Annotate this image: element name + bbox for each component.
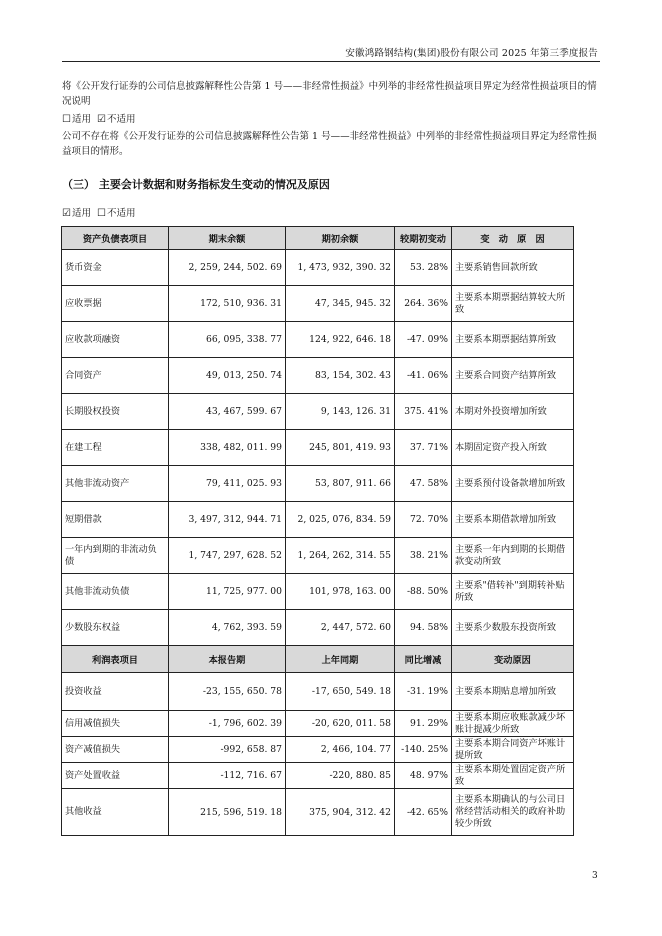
table-row	[62, 466, 574, 502]
row-value-cell: 83, 154, 302. 43	[286, 358, 395, 394]
row-value-cell: -42. 65%	[395, 789, 452, 836]
row-item-cell: 其他收益	[62, 789, 169, 836]
table-row	[62, 763, 574, 789]
nonrecurring-intro: 将《公开发行证券的公司信息披露解释性公告第 1 号——非经常性损益》中列举的非经常性损益项目界定为经常性损益项目的情况说明	[62, 81, 597, 107]
row-item-cell: 其他非流动资产	[62, 466, 169, 502]
table-row	[62, 538, 574, 574]
table-row	[62, 250, 574, 286]
row-value-cell: -112, 716. 67	[169, 763, 286, 789]
row-value-cell: 101, 978, 163. 00	[286, 574, 395, 610]
row-reason-cell: 主要系一年内到期的长期借款变动所致	[452, 538, 574, 574]
nonrecurring-options	[62, 112, 598, 127]
table-row	[62, 394, 574, 430]
table-row	[62, 673, 574, 711]
row-item-cell: 货币资金	[62, 250, 169, 286]
report-header: 安徽鸿路钢结构(集团)股份有限公司 2025 年第三季度报告	[345, 48, 598, 59]
row-item-cell: 应收款项融资	[62, 322, 169, 358]
row-item-cell: 长期股权投资	[62, 394, 169, 430]
row-value-cell: -41. 06%	[395, 358, 452, 394]
row-value-cell: 3, 497, 312, 944. 71	[169, 502, 286, 538]
row-value-cell: 94. 58%	[395, 610, 452, 646]
row-reason-cell: 主要系少数股东投资所致	[452, 610, 574, 646]
option-applicable-label: 适用	[71, 114, 91, 125]
table-row	[62, 737, 574, 763]
row-value-cell: -1, 796, 602. 39	[169, 711, 286, 737]
checkbox-checked-icon: ☑	[62, 208, 71, 219]
row-value-cell: 48. 97%	[395, 763, 452, 789]
column-header: 同比增减	[395, 646, 452, 673]
row-item-cell: 少数股东权益	[62, 610, 169, 646]
row-value-cell: -47. 09%	[395, 322, 452, 358]
row-item-cell: 资产减值损失	[62, 737, 169, 763]
checkbox-checked-icon: ☑	[96, 114, 106, 125]
table-header-row	[62, 646, 574, 673]
row-value-cell: 375, 904, 312. 42	[286, 789, 395, 836]
table-row	[62, 286, 574, 322]
row-reason-cell: 主要系本期票据结算较大所致	[452, 286, 574, 322]
table-header-row	[62, 227, 574, 250]
row-item-cell: 应收票据	[62, 286, 169, 322]
column-header: 上年同期	[286, 646, 395, 673]
table-row	[62, 358, 574, 394]
row-value-cell: 245, 801, 419. 93	[286, 430, 395, 466]
row-value-cell: 91. 29%	[395, 711, 452, 737]
row-item-cell: 信用减值损失	[62, 711, 169, 737]
row-value-cell: 72. 70%	[395, 502, 452, 538]
row-item-cell: 投资收益	[62, 673, 169, 711]
row-value-cell: 215, 596, 519. 18	[169, 789, 286, 836]
row-value-cell: 2, 259, 244, 502. 69	[169, 250, 286, 286]
option-applicable-label: 适用	[71, 208, 91, 219]
row-value-cell: -23, 155, 650. 78	[169, 673, 286, 711]
row-value-cell: -992, 658. 87	[169, 737, 286, 763]
column-header: 期末余额	[169, 227, 286, 250]
row-reason-cell: 主要系本期确认的与公司日常经营活动相关的政府补助较少所致	[452, 789, 574, 836]
column-header: 期初余额	[286, 227, 395, 250]
row-value-cell: 66, 095, 338. 77	[169, 322, 286, 358]
row-value-cell: 2, 025, 076, 834. 59	[286, 502, 395, 538]
row-reason-cell: 主要系本期票据结算所致	[452, 322, 574, 358]
row-item-cell: 在建工程	[62, 430, 169, 466]
row-value-cell: -17, 650, 549. 18	[286, 673, 395, 711]
row-value-cell: 47. 58%	[395, 466, 452, 502]
row-value-cell: 172, 510, 936. 31	[169, 286, 286, 322]
row-value-cell: 338, 482, 011. 99	[169, 430, 286, 466]
table-row	[62, 610, 574, 646]
row-value-cell: 47, 345, 945. 32	[286, 286, 395, 322]
page-number: 3	[592, 871, 598, 881]
column-header: 较期初变动	[395, 227, 452, 250]
table-row	[62, 502, 574, 538]
row-value-cell: 38. 21%	[395, 538, 452, 574]
row-value-cell: 4, 762, 393. 59	[169, 610, 286, 646]
row-value-cell: 37. 71%	[395, 430, 452, 466]
row-value-cell: 1, 264, 262, 314. 55	[286, 538, 395, 574]
row-value-cell: 11, 725, 977. 00	[169, 574, 286, 610]
changes-options	[62, 206, 598, 221]
row-reason-cell: 主要系销售回款所致	[452, 250, 574, 286]
option-not-applicable-label: 不适用	[106, 208, 136, 219]
row-reason-cell: 主要系本期借款增加所致	[452, 502, 574, 538]
table-row	[62, 322, 574, 358]
row-reason-cell: 主要系本期合同资产坏账计提所致	[452, 737, 574, 763]
column-header: 资产负债表项目	[62, 227, 169, 250]
column-header: 变 动 原 因	[452, 227, 574, 250]
row-value-cell: 9, 143, 126. 31	[286, 394, 395, 430]
row-reason-cell: 主要系本期处置固定资产所致	[452, 763, 574, 789]
row-value-cell: 124, 922, 646. 18	[286, 322, 395, 358]
row-value-cell: 49, 013, 250. 74	[169, 358, 286, 394]
row-reason-cell: 本期对外投资增加所致	[452, 394, 574, 430]
row-value-cell: 375. 41%	[395, 394, 452, 430]
row-value-cell: -20, 620, 011. 58	[286, 711, 395, 737]
header-divider	[62, 61, 600, 62]
row-value-cell: 2, 466, 104. 77	[286, 737, 395, 763]
table-row	[62, 789, 574, 836]
row-reason-cell: 主要系预付设备款增加所致	[452, 466, 574, 502]
row-reason-cell: 主要系合同资产结算所致	[452, 358, 574, 394]
row-item-cell: 其他非流动负债	[62, 574, 169, 610]
row-value-cell: -31. 19%	[395, 673, 452, 711]
row-value-cell: -88. 50%	[395, 574, 452, 610]
table-row	[62, 711, 574, 737]
nonrecurring-statement: 公司不存在将《公开发行证券的公司信息披露解释性公告第 1 号——非经常性损益》中列举的非经常性损益项目界定为经常性损益项目的情形。	[62, 131, 597, 157]
row-item-cell: 短期借款	[62, 502, 169, 538]
section-title-changes: （三） 主要会计数据和财务指标发生变动的情况及原因	[62, 178, 330, 191]
row-value-cell: 79, 411, 025. 93	[169, 466, 286, 502]
option-not-applicable-label: 不适用	[106, 114, 136, 125]
checkbox-unchecked-icon: ☐	[62, 114, 71, 125]
table-row	[62, 574, 574, 610]
checkbox-unchecked-icon: ☐	[96, 208, 106, 219]
row-value-cell: 2, 447, 572. 60	[286, 610, 395, 646]
row-value-cell: -140. 25%	[395, 737, 452, 763]
row-item-cell: 资产处置收益	[62, 763, 169, 789]
financial-changes-table	[61, 226, 574, 836]
column-header: 本报告期	[169, 646, 286, 673]
row-value-cell: 53, 807, 911. 66	[286, 466, 395, 502]
row-value-cell: -220, 880. 85	[286, 763, 395, 789]
row-value-cell: 1, 747, 297, 628. 52	[169, 538, 286, 574]
column-header: 变动原因	[452, 646, 574, 673]
table-row	[62, 430, 574, 466]
row-item-cell: 一年内到期的非流动负债	[62, 538, 169, 574]
row-reason-cell: 主要系"借转补"到期转补贴所致	[452, 574, 574, 610]
row-value-cell: 43, 467, 599. 67	[169, 394, 286, 430]
column-header: 利润表项目	[62, 646, 169, 673]
row-reason-cell: 主要系本期贴息增加所致	[452, 673, 574, 711]
row-item-cell: 合同资产	[62, 358, 169, 394]
row-value-cell: 1, 473, 932, 390. 32	[286, 250, 395, 286]
row-value-cell: 53. 28%	[395, 250, 452, 286]
row-reason-cell: 本期固定资产投入所致	[452, 430, 574, 466]
row-reason-cell: 主要系本期应收账款减少坏账计提减少所致	[452, 711, 574, 737]
row-value-cell: 264. 36%	[395, 286, 452, 322]
